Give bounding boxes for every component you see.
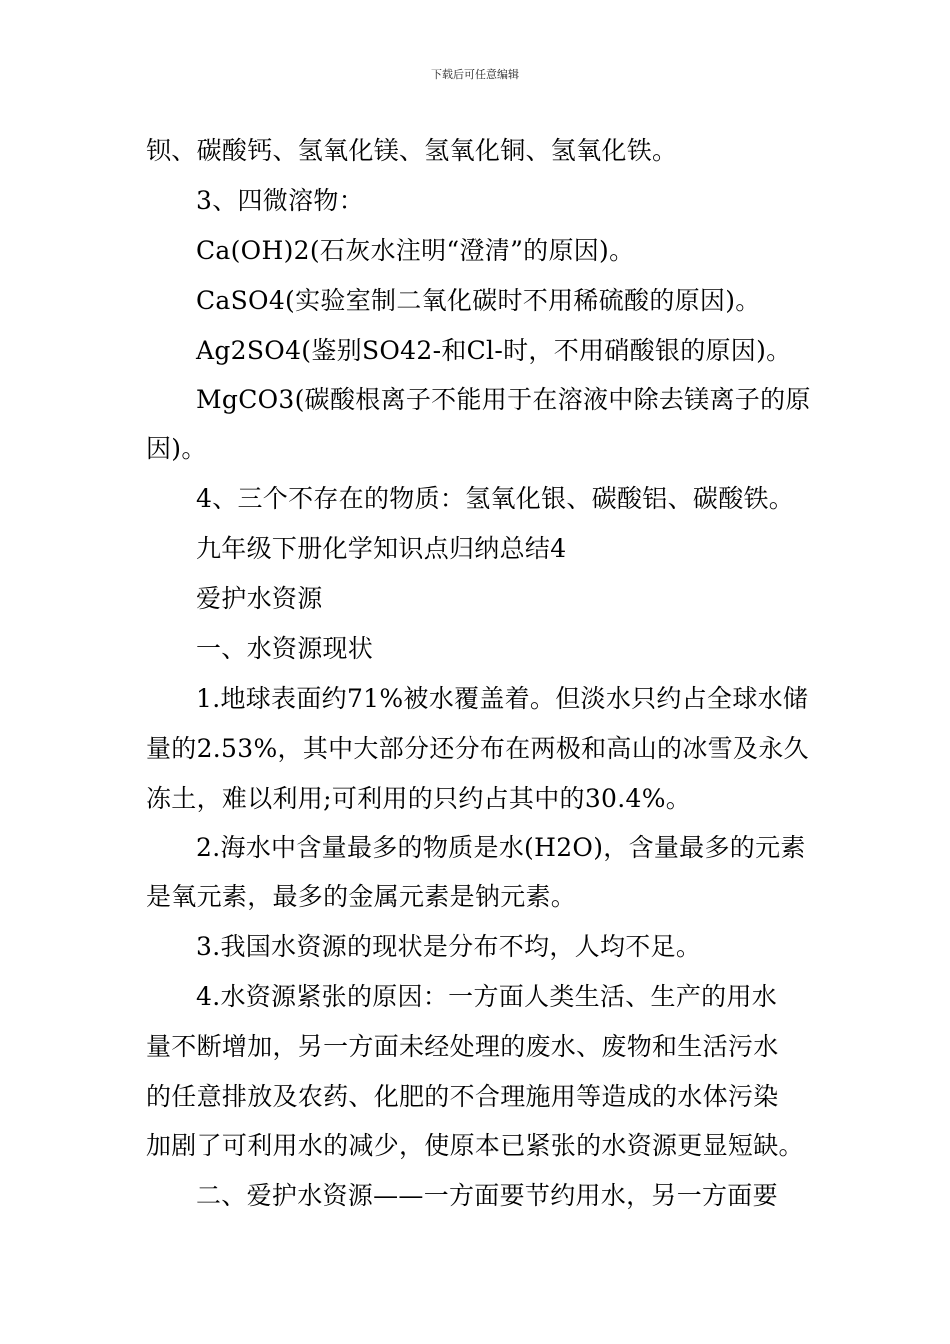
text-line: 的任意排放及农药、化肥的不合理施用等造成的水体污染 [146, 1082, 779, 1111]
text-line: 1.地球表面约71%被水覆盖着。但淡水只约占全球水储 [196, 684, 809, 713]
text-line: Ag2SO4(鉴别SO42-和Cl-时，不用硝酸银的原因)。 [196, 336, 792, 365]
text-line: 3、四微溶物： [196, 186, 365, 215]
text-line: 量不断增加，另一方面未经处理的废水、废物和生活污水 [146, 1032, 779, 1061]
text-line: 4.水资源紧张的原因：一方面人类生活、生产的用水 [196, 982, 778, 1011]
section-heading: 九年级下册化学知识点归纳总结4 [196, 534, 567, 563]
text-line: CaSO4(实验室制二氧化碳时不用稀硫酸的原因)。 [196, 286, 761, 315]
page-header: 下载后可任意编辑 [431, 68, 519, 81]
text-line: MgCO3(碳酸根离子不能用于在溶液中除去镁离子的原 [196, 385, 811, 414]
text-line: 3.我国水资源的现状是分布不均，人均不足。 [196, 932, 702, 961]
text-line: 2.海水中含量最多的物质是水(H2O)，含量最多的元素 [196, 833, 806, 862]
text-line: 是氧元素，最多的金属元素是钠元素。 [146, 882, 577, 911]
subsection-heading: 一、水资源现状 [196, 634, 374, 663]
text-line: 4、三个不存在的物质：氢氧化银、碳酸铝、碳酸铁。 [196, 484, 795, 513]
text-line: 二、爱护水资源——一方面要节约用水，另一方面要 [196, 1181, 778, 1210]
text-line: 因)。 [146, 434, 207, 463]
text-line: 冻土，难以利用;可利用的只约占其中的30.4%。 [146, 784, 692, 813]
text-line: Ca(OH)2(石灰水注明“澄清”的原因)。 [196, 236, 635, 265]
text-line: 量的2.53%，其中大部分还分布在两极和高山的冰雪及永久 [146, 734, 809, 763]
text-line: 钡、碳酸钙、氢氧化镁、氢氧化铜、氢氧化铁。 [146, 136, 678, 165]
subsection-heading: 爱护水资源 [196, 584, 323, 613]
text-line: 加剧了可利用水的减少，使原本已紧张的水资源更显短缺。 [146, 1131, 804, 1160]
